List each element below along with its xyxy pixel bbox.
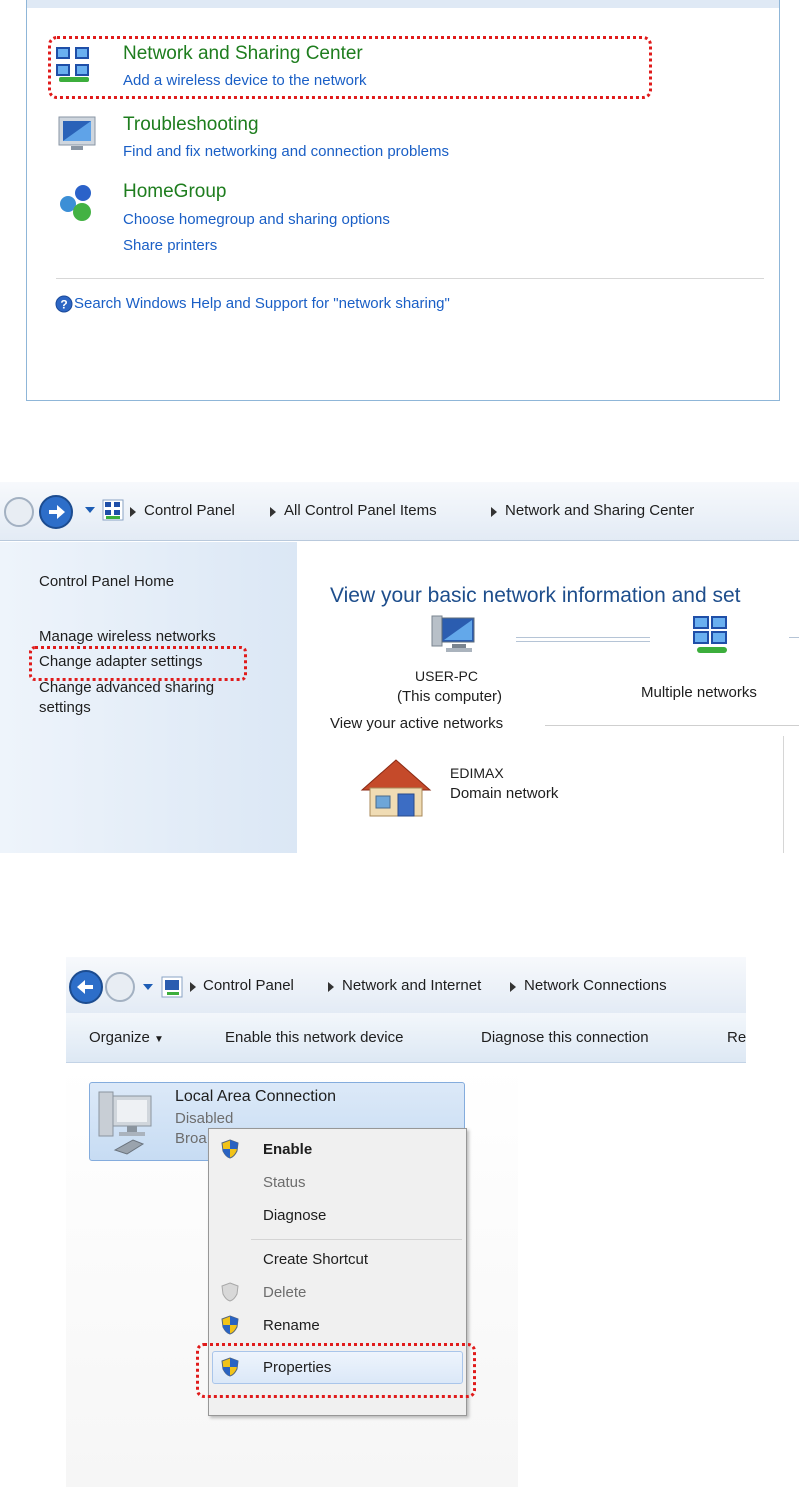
organize-label: Organize [89, 1029, 150, 1046]
change-adapter-settings-link[interactable]: Change adapter settings [39, 653, 203, 670]
back-button-icon[interactable] [68, 969, 104, 1005]
network-label: Multiple networks [641, 684, 757, 701]
uac-shield-icon [221, 1315, 239, 1335]
active-networks-label: View your active networks [330, 715, 504, 732]
network-name[interactable]: EDIMAX [450, 765, 504, 781]
computer-subtitle: (This computer) [397, 688, 503, 705]
uac-shield-icon [221, 1139, 239, 1159]
breadcrumb-control-panel[interactable]: Control Panel [203, 977, 294, 994]
address-bar [66, 957, 746, 1013]
chevron-down-icon: ▼ [154, 1034, 164, 1045]
divider [56, 278, 764, 279]
menu-create-shortcut[interactable]: Create Shortcut [263, 1251, 369, 1268]
homegroup-icon [57, 183, 97, 223]
svg-text:?: ? [60, 297, 68, 312]
recent-pages-dropdown-icon[interactable] [142, 982, 154, 992]
network-adapter-icon [93, 1088, 159, 1158]
network-type[interactable]: Domain network [450, 785, 559, 802]
breadcrumb-network-sharing-center[interactable]: Network and Sharing Center [505, 502, 695, 519]
breadcrumb-network-internet[interactable]: Network and Internet [342, 977, 482, 994]
diagnose-connection-button[interactable]: Diagnose this connection [481, 1029, 649, 1046]
connection-line-right [789, 637, 799, 638]
network-connections-location-icon [161, 976, 183, 998]
breadcrumb-separator-icon [270, 507, 276, 517]
menu-status[interactable]: Status [263, 1174, 306, 1191]
section-divider [545, 725, 799, 726]
share-printers-link[interactable]: Share printers [123, 237, 218, 254]
organize-button[interactable] [89, 1029, 164, 1046]
vertical-divider [783, 736, 784, 853]
computer-name: USER-PC [415, 668, 479, 684]
uac-shield-disabled-icon [221, 1282, 239, 1302]
search-help-link[interactable]: Search Windows Help and Support for "network sharing" [74, 295, 450, 312]
find-fix-problems-link[interactable]: Find and fix networking and connection problems [123, 143, 450, 160]
menu-properties[interactable]: Properties [263, 1359, 332, 1376]
home-network-icon [358, 756, 434, 818]
homegroup-link[interactable]: HomeGroup [123, 181, 227, 202]
enable-device-button[interactable]: Enable this network device [225, 1029, 404, 1046]
menu-separator [251, 1239, 462, 1240]
change-advanced-sharing-link-line2[interactable]: settings [39, 699, 91, 716]
homegroup-options-link[interactable]: Choose homegroup and sharing options [123, 211, 390, 228]
network-sharing-center-link[interactable]: Network and Sharing Center [123, 43, 363, 64]
window-top-strip [27, 0, 779, 8]
breadcrumb-all-items[interactable]: All Control Panel Items [284, 502, 437, 519]
page-heading: View your basic network information and set [330, 584, 741, 607]
highlight-properties [196, 1343, 476, 1398]
help-icon [55, 295, 73, 313]
recent-pages-dropdown-icon[interactable] [84, 505, 96, 515]
connection-line [516, 637, 650, 642]
breadcrumb-control-panel[interactable]: Control Panel [144, 502, 235, 519]
breadcrumb-separator-icon [491, 507, 497, 517]
menu-delete[interactable]: Delete [263, 1284, 307, 1301]
manage-wireless-networks-link[interactable]: Manage wireless networks [39, 628, 216, 645]
breadcrumb-separator-icon [130, 507, 136, 517]
troubleshooting-icon [57, 113, 97, 153]
breadcrumb-network-connections[interactable]: Network Connections [524, 977, 667, 994]
menu-enable[interactable]: Enable [263, 1141, 313, 1158]
left-navigation-pane [0, 542, 297, 853]
connection-device: Broa [175, 1130, 207, 1147]
rename-button-partial[interactable]: Re [727, 1029, 747, 1046]
breadcrumb-separator-icon [510, 982, 516, 992]
highlight-change-adapter-settings [29, 646, 247, 681]
connection-name: Local Area Connection [175, 1088, 336, 1105]
computer-icon [430, 614, 476, 658]
change-advanced-sharing-link[interactable]: Change advanced sharing [39, 679, 215, 696]
network-location-icon [102, 499, 124, 521]
forward-button-icon[interactable] [38, 494, 74, 530]
back-button-icon[interactable] [3, 496, 35, 528]
forward-button-icon[interactable] [104, 971, 136, 1003]
breadcrumb-separator-icon [190, 982, 196, 992]
menu-rename[interactable]: Rename [263, 1317, 320, 1334]
highlight-network-sharing-center [48, 36, 652, 99]
connection-status: Disabled [175, 1110, 234, 1127]
breadcrumb-separator-icon [328, 982, 334, 992]
control-panel-home-link[interactable]: Control Panel Home [39, 573, 175, 590]
multiple-networks-icon [689, 614, 733, 658]
command-toolbar [66, 1013, 746, 1063]
control-panel-search-results [26, 0, 780, 401]
add-wireless-device-link[interactable]: Add a wireless device to the network [123, 72, 367, 89]
address-bar [0, 482, 799, 541]
main-content-pane [297, 542, 799, 853]
menu-diagnose[interactable]: Diagnose [263, 1207, 327, 1224]
troubleshooting-link[interactable]: Troubleshooting [123, 114, 259, 135]
network-sharing-center-window [0, 482, 799, 853]
